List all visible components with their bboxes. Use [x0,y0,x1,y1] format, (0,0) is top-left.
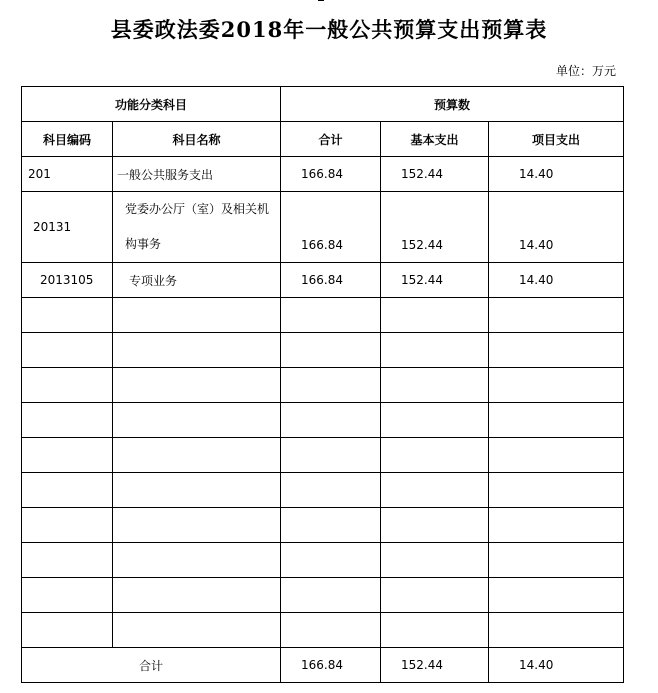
empty-row [22,298,624,333]
empty-row [22,438,624,473]
empty-row [22,578,624,613]
empty-cell [281,333,381,368]
header-name: 科目名称 [113,122,281,157]
empty-cell [489,613,624,648]
empty-cell [22,543,113,578]
empty-cell [113,333,281,368]
empty-cell [22,473,113,508]
header-basic: 基本支出 [381,122,489,157]
empty-cell [381,333,489,368]
empty-cell [281,368,381,403]
empty-cell [113,368,281,403]
empty-row [22,403,624,438]
row-code: 201 [22,157,113,192]
empty-cell [381,368,489,403]
empty-cell [281,473,381,508]
top-mark [318,0,324,1]
empty-cell [489,333,624,368]
row-basic: 152.44 [381,263,489,298]
row-total: 166.84 [281,263,381,298]
empty-cell [22,438,113,473]
empty-cell [489,298,624,333]
header-row-columns [22,122,624,157]
row-total: 166.84 [281,157,381,192]
empty-row [22,473,624,508]
empty-cell [381,298,489,333]
empty-cell [113,438,281,473]
table-row [22,263,624,298]
empty-row [22,508,624,543]
empty-cell [113,578,281,613]
row-code: 2013105 [22,263,113,298]
empty-cell [22,578,113,613]
empty-cell [381,403,489,438]
empty-row [22,543,624,578]
empty-cell [381,613,489,648]
row-project: 14.40 [489,192,624,263]
total-row [22,648,624,683]
empty-cell [22,298,113,333]
unit-label: 单位：万元 [555,64,616,78]
header-budget-amount: 预算数 [281,87,624,122]
row-name: 党委办公厅（室）及相关机构事务 [113,192,281,263]
empty-cell [281,298,381,333]
empty-cell [281,508,381,543]
page-title: 县委政法委2018年一般公共预算支出预算表 [110,17,548,42]
header-total: 合计 [281,122,381,157]
empty-cell [281,613,381,648]
row-basic: 152.44 [381,157,489,192]
empty-cell [381,578,489,613]
header-code: 科目编码 [22,122,113,157]
empty-cell [381,543,489,578]
empty-row [22,613,624,648]
empty-cell [113,613,281,648]
empty-cell [113,403,281,438]
row-total: 166.84 [281,192,381,263]
empty-cell [489,438,624,473]
total-label: 合计 [22,648,281,683]
row-code: 20131 [22,192,113,263]
total-amount: 166.84 [281,648,381,683]
empty-cell [381,508,489,543]
empty-cell [113,473,281,508]
empty-cell [22,403,113,438]
empty-cell [381,473,489,508]
budget-table [21,86,624,683]
empty-row [22,368,624,403]
empty-row [22,333,624,368]
empty-cell [113,298,281,333]
empty-cell [281,543,381,578]
row-name: 专项业务 [113,263,281,298]
row-project: 14.40 [489,157,624,192]
table-row [22,192,624,263]
header-project: 项目支出 [489,122,624,157]
empty-cell [489,473,624,508]
empty-cell [22,333,113,368]
empty-cell [381,438,489,473]
empty-cell [489,578,624,613]
empty-cell [22,613,113,648]
empty-cell [22,368,113,403]
empty-cell [489,368,624,403]
row-basic: 152.44 [381,192,489,263]
table-row [22,157,624,192]
empty-cell [489,543,624,578]
empty-cell [281,578,381,613]
total-basic: 152.44 [381,648,489,683]
header-row-group [22,87,624,122]
empty-cell [22,508,113,543]
empty-cell [489,508,624,543]
row-project: 14.40 [489,263,624,298]
empty-cell [281,403,381,438]
header-functional-category: 功能分类科目 [22,87,281,122]
empty-cell [113,508,281,543]
empty-cell [113,543,281,578]
total-project: 14.40 [489,648,624,683]
empty-cell [489,403,624,438]
row-name: 一般公共服务支出 [113,157,281,192]
empty-cell [281,438,381,473]
